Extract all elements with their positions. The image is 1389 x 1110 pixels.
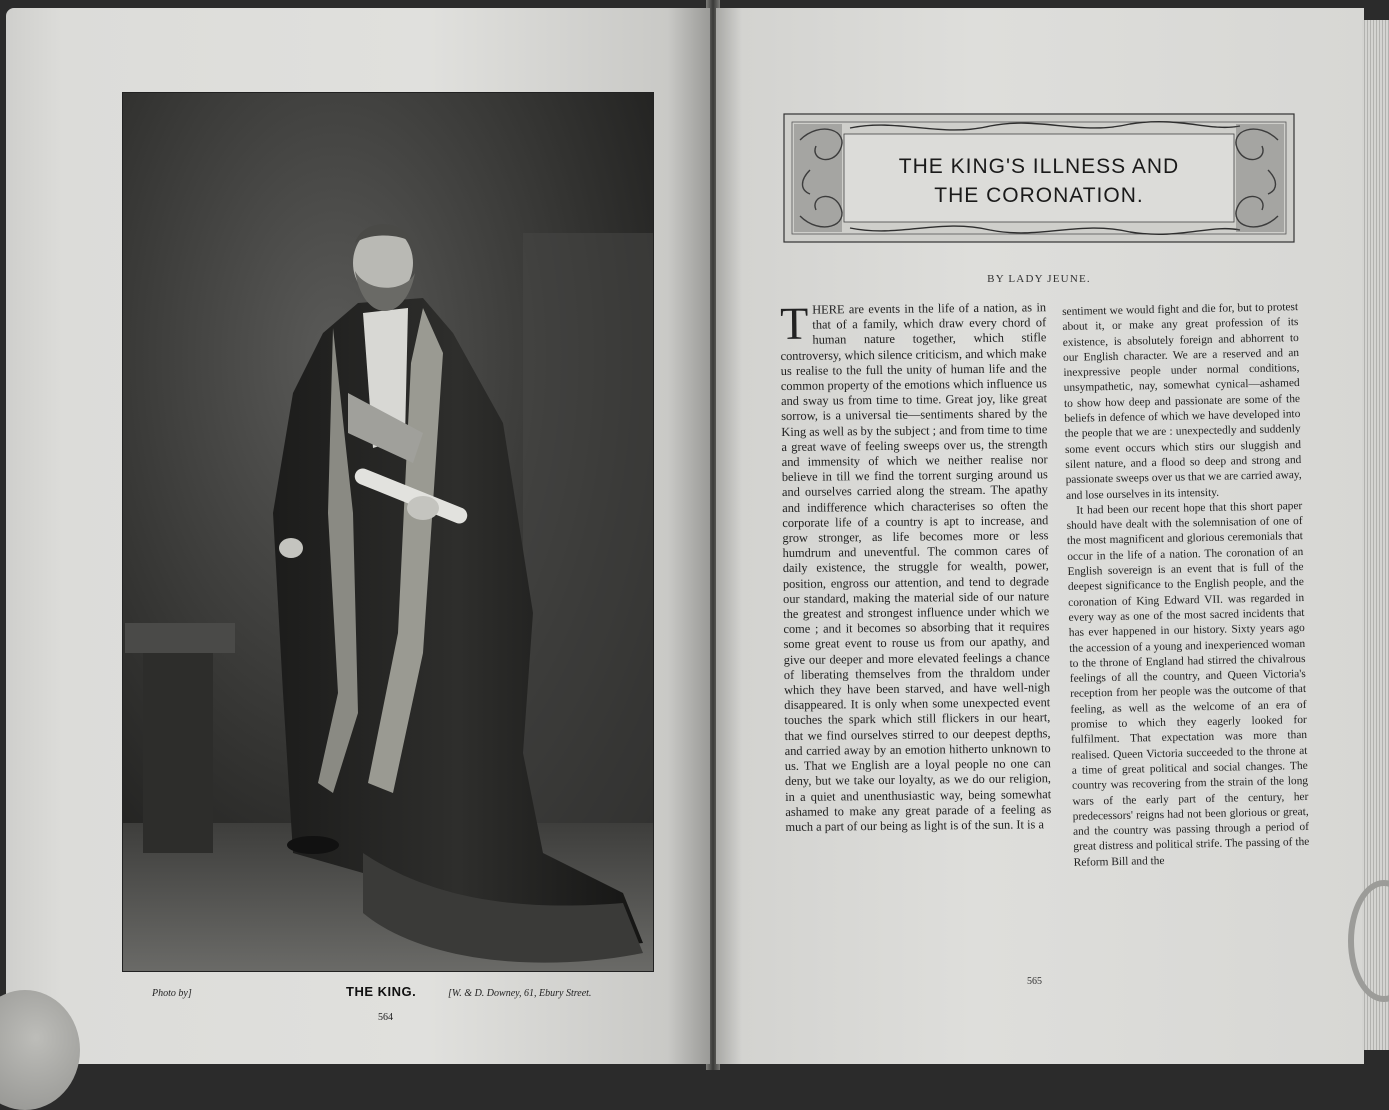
byline: BY LADY JEUNE. [987, 273, 1091, 285]
text-column-1 [779, 297, 1052, 835]
portrait-photograph [122, 92, 654, 972]
portrait-image [123, 93, 653, 971]
photo-caption [130, 984, 650, 1004]
title-line-2: THE CORONATION. [934, 184, 1144, 207]
paragraph: sentiment we would fight and die for, but to protest about it, or make any great profession of its existence, is absolutely foreign and abhorrent to our English character. We are a reserved and an inexpressive people under normal conditions, unsympathetic, nay, somewhat cynical—ashamed to show how deep and passionate are some of the beliefs in defence of which we have developed into the people that we are : unexpectedly and suddenly some event occurs which stirs our sluggish and silent nature, and a flood so deep and strong and passionate sweeps over us that we are carried away, and lose ourselves in its intensity. [1062, 301, 1302, 502]
paragraph: It had been our recent hope that this short paper should have dealt with the solemnisation of one of the most magnificent and glorious ceremonials that occur in the life of a nation. The coronation of an English sovereign is an event that is full of the deepest significance to the English people, and the coronation of King Edward VII. was regarded in every way as one of the most sacred incidents that has ever happened in our history. Sixty years ago the accession of a young and inexperienced woman to the throne of England had stirred the chivalrous feelings of all the country, and Queen Victoria's reception from her people was the outcome of that feeling, as well as the welcome of an era of promise to which they eagerly looked for fulfilment. That expectation was more than realised. Queen Victoria succeeded to the throne at a time of great political and social changes. The country was recovering from the strain of the long wars of the early part of the century, her predecessors' reigns had not been glorious or great, and the country was passing through a period of great distress and political strife. The passing of the Reform Bill and the [1066, 499, 1310, 869]
photo-credit: Photo by] [152, 988, 192, 999]
article-title [780, 152, 1298, 210]
photo-title: THE KING. [346, 984, 417, 999]
text-column-2 [1062, 300, 1310, 871]
title-line-1: THE KING'S ILLNESS AND [898, 155, 1180, 178]
paragraph [779, 297, 1052, 835]
photo-studio: [W. & D. Downey, 61, Ebury Street. [448, 988, 592, 999]
page-number-left: 564 [378, 1012, 393, 1023]
page-number-right: 565 [1027, 976, 1042, 987]
paragraph-text: HERE are events in the life of a nation, as in that of a family, which draw every chord of human nature together, which stifle controversy, which silence criticism, and which make us realise to the full the unity of human life and the common property of the emotions which influence us and sway us from time to time. Great joy, like great sorrow, is a universal tie—sentiments shared by the King as well as by the subject ; and from time to time a great wave of feeling sweeps over us, the strength and immensity of which we neither realise nor believe in till we find the torrent surging around us and ourselves carried along the stream. The apathy and indifference which characterises so often the corporate life of a country is apt to increase, and grow stronger, as life becomes more or less humdrum and uneventful. The common cares of daily existence, the struggle for wealth, power, position, engross our attention, and tend to degrade our standard, making the material side of our nature the greatest and strongest influence under which we come ; and it becomes so absorbing that it requires some great event to rouse us from our apathy, and give our deeper and more elevated feelings a chance of liberating themselves from the thraldom under which they have been starved, and have well-nigh disappeared. It is only when some unexpected event touches the spark which still flickers in our heart, that we find ourselves stirred to our deepest depths, and carried away by an emotion hitherto unknown to us. That we English are a loyal people no one can deny, but we take our loyalty, as we do our religion, in a quiet and unenthusiastic way, being somewhat ashamed to make any great parade of a feeling as much a part of our being as light is of the sun. It is a [780, 300, 1052, 834]
drop-cap: T [779, 297, 809, 349]
title-banner [780, 110, 1298, 246]
